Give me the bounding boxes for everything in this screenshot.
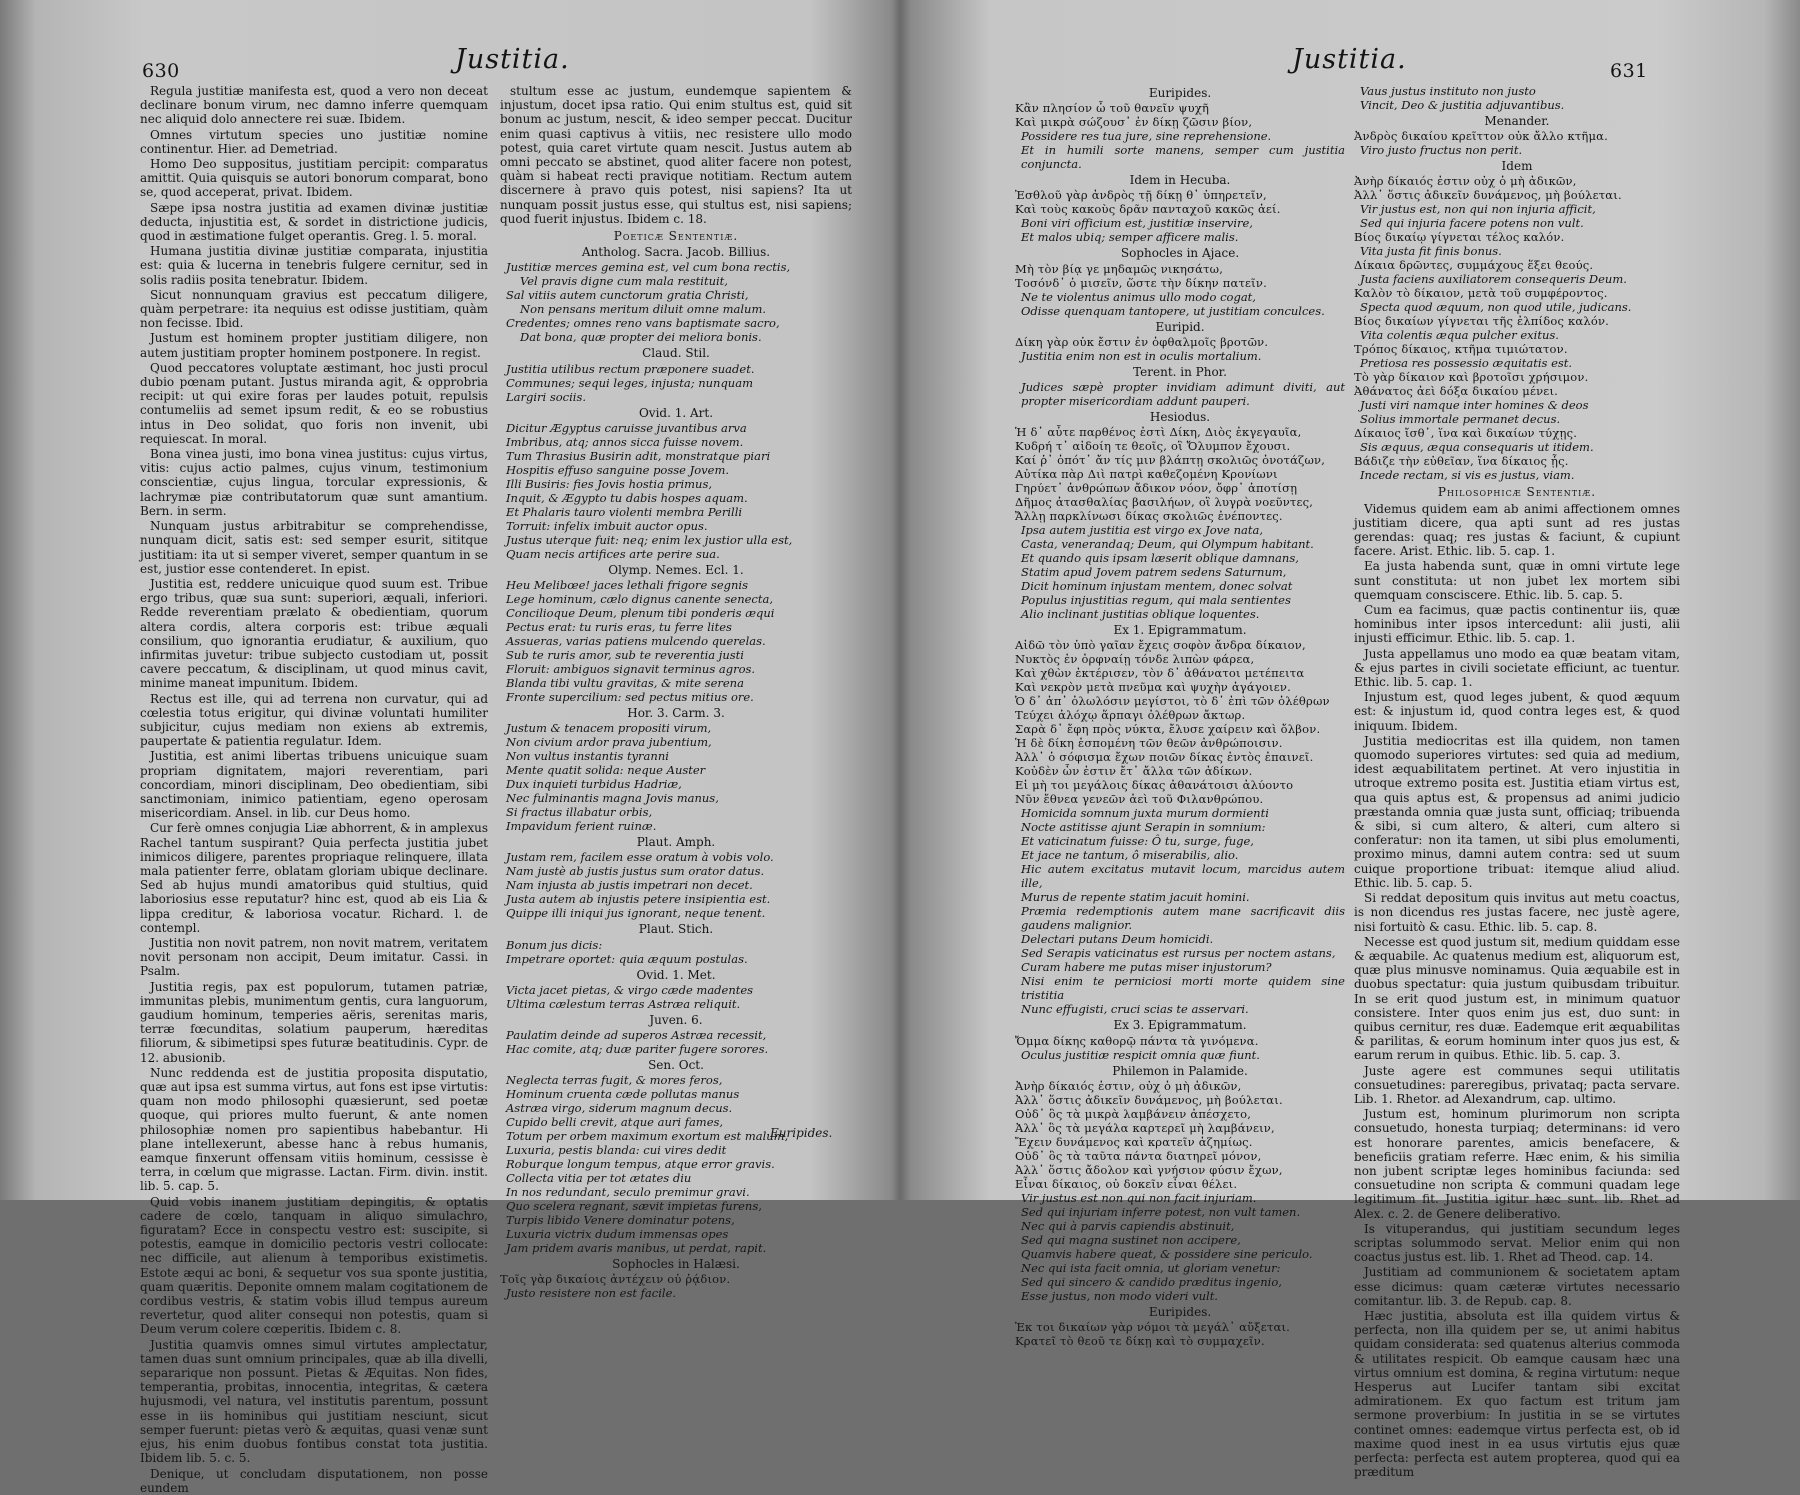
greek-line: Νυκτὸς ἐν ὀρφναίῃ τόνδε λιπὼν φάρεα, [1015, 652, 1255, 667]
verse-line: Viro justo fructus non perit. [1360, 143, 1523, 158]
source-reference: Sophocles in Ajace. [1120, 246, 1240, 261]
paragraph: Injustum est, quod leges jubent, & quod æquum est: & injustum id, quod contra leges est, & quod iniquum. Ibidem. [1354, 690, 1680, 733]
verse-line: Torruit: infelix imbuit auctor opus. [506, 518, 708, 533]
verse-line: Neglecta terras fugit, & mores feros, [506, 1073, 723, 1088]
verse-line: Sub te ruris amor, sub te reverentia justi [506, 648, 744, 663]
source-reference: Hesiodus. [1149, 410, 1211, 425]
verse-line: Quam necis artifices arte perire sua. [506, 546, 720, 561]
greek-line: Οὐδ᾽ ὃς τὰ ταῦτα πάντα διατηρεῖ μόνον, [1015, 1148, 1262, 1163]
verse-line: Ipsa autem justitia est virgo ex Jove nata, [1021, 523, 1263, 538]
verse-line: Dicit hominum injustam mentem, donec solvat [1021, 579, 1293, 594]
verse-line: Delectari putans Deum homicidi. [1021, 932, 1214, 947]
verse-line: Concilioque Deum, plenum tibi ponderis æqui [506, 606, 775, 621]
greek-line: Καὶ νεκρὸν μετὰ πνεῦμα καὶ ψυχὴν ἀγάγοιεν. [1015, 680, 1291, 695]
verse-line: Tum Thrasius Busirin adit, monstratque piari [506, 448, 771, 463]
verse-line: Roburque longum tempus, atque error gravis. [506, 1157, 775, 1172]
paragraph: Regula justitiæ manifesta est, quod a vero non deceat declinare bonum virum, nec damno inferre quemquam nec aliquid dolo annectere rei suæ. Ibidem. [140, 84, 488, 127]
greek-line: Ἀλλ᾽ ὁ σόφισμα ἔχων ποιῶν δίκας ἐντὸς ἐπαινεῖ. [1015, 750, 1314, 765]
verse-line: Inquit, & Ægypto tu dabis hospes aquam. [506, 490, 748, 505]
verse-line: Hac comite, atq; duæ pariter fugere sorores. [506, 1042, 769, 1057]
paragraph: Nunc reddenda est de justitia proposita disputatio, quæ aut ipsa est summa virtus, aut fons est ipse virtutis: quam non modo philosophi quæsierunt, sed poetæ quoque, qui priores multo fuerunt, & ante nomen philosophiæ nomen pro sapientibus habebantur. Hi plane intellexerunt, abesse hanc à rebus humanis, eamque finxerunt offensam vitiis hominum, cessisse è terra, in cœlum que migrasse. Lactan. Firm. divin. instit. lib. 5. cap. 5. [140, 1065, 488, 1194]
verse-line: Casta, venerandaq; Deum, qui Olympum habitant. [1021, 537, 1314, 552]
verse-line: Astræa virgo, siderum magnum decus. [506, 1101, 733, 1116]
verse-line: Nam justè ab justis justus sum orator datus. [506, 864, 765, 879]
greek-line: Οὐδ᾽ ὃς τὰ μικρὰ λαμβάνειν ἀπέσχετο, [1015, 1106, 1252, 1121]
verse-line: Lege hominum, cælo dignus canente senecta, [506, 592, 773, 607]
greek-line: Κἂν πλησίον ὦ τοῦ θανεῖν ψυχῆ [1015, 101, 1210, 116]
verse-line: Et Phalaris tauro violenti membra Perilli [506, 504, 743, 519]
source-reference: Menander. [1484, 114, 1550, 128]
verse-line: Alio inclinant justitias oblique loquentes. [1021, 607, 1260, 622]
verse-line: Populus injustitias regum, qui mala sentientes [1021, 593, 1291, 608]
left-column-2 [500, 84, 852, 1301]
verse-line: Non pensans meritum diluit omne malum. [520, 302, 766, 317]
paragraph: Rectus est ille, qui ad terrena non curvatur, qui ad cœlestia totus erigitur, qui divinæ voluntati humiliter subjicitur, cujus mediam non exiens ab extremis, paupertate & patientia regulatur. Idem. [140, 691, 488, 749]
verse-line: Et in humili sorte manens, semper cum justitia conjuncta. [1021, 143, 1345, 172]
page-number-left: 630 [142, 60, 180, 82]
greek-line: Μὴ τὸν βίᾳ γε μηδαμῶς νικησάτω, [1015, 261, 1224, 276]
paragraph: Humana justitia divinæ justitiæ comparata, injustitia est: quia & lucerna in tenebris fulgere cernitur, sed in solis radiis posita tenebratur. Ibidem. [140, 244, 488, 287]
source-reference: Olymp. Nemes. Ecl. 1. [608, 562, 744, 577]
verse-line: Sis æquus, æqua consequaris ut itidem. [1360, 440, 1594, 455]
verse-line: Possidere res tua jure, sine reprehensione. [1021, 129, 1272, 144]
verse-line: Nocte astitisse ajunt Serapin in somnium: [1021, 820, 1266, 835]
source-reference: Juven. 6. [649, 1012, 703, 1027]
greek-line: Καὶ μικρὰ σώζουσ᾽ ἐν δίκῃ ζῶσιν βίον, [1015, 115, 1253, 130]
verse-line: Quo scelera regnant, sævit impietas furens, [506, 1199, 762, 1214]
greek-line: Ἀνὴρ δίκαιός ἐστιν οὐχ ὁ μὴ ἀδικῶν, [1354, 174, 1577, 189]
verse-line: Impavidum ferient ruinæ. [506, 819, 657, 834]
verse-line: Fronte supercilium: sed pectus mitius ore. [506, 690, 754, 705]
section-heading: Poeticæ Sententiæ. [613, 229, 739, 244]
source-reference: Idem [1501, 159, 1533, 174]
verse-line: Assueras, varias patiens mulcendo querelas. [506, 634, 766, 649]
greek-line: Τοσόνδ᾽ ὁ μισεῖν, ὥστε τὴν δίκην πατεῖν. [1015, 275, 1267, 290]
greek-line: Ἐσθλοῦ γὰρ ἀνδρὸς τῇ δίκῃ θ᾽ ὑπηρετεῖν, [1015, 188, 1267, 203]
running-head-left: Justitia. [455, 44, 570, 75]
greek-line: Ὄμμα δίκης καθορῷ πάντα τὰ γινόμενα. [1015, 1033, 1259, 1048]
verse-line: Et quando quis ipsam læserit oblique damnans, [1021, 551, 1299, 566]
verse-line: Nec fulminantis magna Jovis manus, [506, 791, 719, 806]
section-heading: Philosophicæ Sententiæ. [1437, 485, 1597, 500]
verse-line: Illi Busiris: fies Jovis hostia primus, [506, 476, 713, 491]
greek-line: Δίκαια δρῶντες, συμμάχους ἕξει θεούς. [1354, 258, 1594, 273]
paragraph: Justitia, est animi libertas tribuens unicuique suam propriam dignitatem, majori reverentiam, pari concordiam, minori disciplinam, Deo obedientiam, sibi sanctimoniam, inimico patientiam, egeno operosam misericordiam. Ansel. in lib. cur Deus homo. [140, 749, 488, 821]
verse-line: Homicida somnum juxta murum dormienti [1021, 806, 1269, 821]
verse-line: In nos redundant, seculo premimur gravi. [506, 1185, 750, 1200]
source-reference: Idem in Hecuba. [1129, 173, 1231, 188]
verse-line: Turpis libido Venere dominatur potens, [506, 1213, 735, 1228]
verse-line: Justa autem ab injustis petere insipientia est. [506, 892, 771, 907]
verse-line: Luxuria victrix dudum immensas opes [506, 1227, 729, 1242]
greek-line: Ἀλλ᾽ ὅστις ἀδικεῖν δυνάμενος, μὴ βούλεται. [1354, 188, 1622, 203]
verse-line: Dat bona, quæ propter dei meliora bonis. [520, 330, 762, 345]
paragraph: Quod peccatores voluptate æstimant, hoc justi procul dubio pœnam putant. Justus miranda agit, & opprobria recipit: ut qui exire foras per laudes potuit, repulsis contumeliis ad semet ipsum redit, & eo se robustius intus in Deo solidat, quo foris non invenit, ubi requiescat. In moral. [140, 360, 488, 446]
paragraph: Justitia quamvis omnes simul virtutes amplectatur, tamen duas sunt omnium principales, quæ ab illa divelli, separarique non possunt. Pietas & Æquitas. Non fides, temperantia, probitas, innocentia, integritas, & cætera hujusmodi, vel natura, vel institutis parentum, possunt esse in iis hominibus qui justitiam nesciunt, sicut semper fuerunt: pietas verò & æquitas, quasi venæ sunt ejus, his enim duobus fontibus constat tota justitia. Ibidem lib. 5. c. 5. [140, 1337, 488, 1466]
greek-line: Εἶναι δίκαιος, οὐ δοκεῖν εἶναι θέλει. [1015, 1176, 1238, 1191]
greek-line: Κυδρή τ᾽ αἰδοίη τε θεοῖς, οἳ Ὄλυμπον ἔχουσι. [1015, 439, 1291, 454]
verse-line: Si fractus illabatur orbis, [506, 805, 653, 820]
verse-line: Justa faciens auxiliatorem consequeris Deum. [1360, 272, 1627, 287]
source-reference: Sophocles in Halæsi. [612, 1257, 740, 1272]
left-column-1 [140, 84, 488, 1495]
paragraph: Is vituperandus, qui justitiam secundum leges scriptas solummodo servat. Melior enim qui non coactus justus est. lib. 1. Rhet ad Theod. cap. 14. [1354, 1221, 1680, 1265]
source-reference: Hor. 3. Carm. 3. [627, 706, 725, 721]
verse-line: Imbribus, atq; annos sicca fuisse novem. [506, 434, 744, 449]
paragraph: Sicut nonnunquam gravius est peccatum diligere, quàm perpetrare: ita nequius est odisse justitiam, quàm non fecisse. Ibid. [140, 287, 488, 331]
greek-line: Ἀνὴρ δίκαιός ἐστιν, οὐχ ὁ μὴ ἀδικῶν, [1015, 1078, 1242, 1093]
paragraph: Justum est hominem propter justitiam diligere, non autem justitiam propter hominem postponere. In regist. [140, 331, 488, 360]
verse-line: Ne te violentus animus ullo modo cogat, [1021, 289, 1256, 304]
paragraph: Sæpe ipsa nostra justitia ad examen divinæ justitiæ deducta, injustitia est, & sordet in districtione judicis, quod in æstimatione fulget operantis. Greg. l. 5. moral. [140, 200, 488, 244]
verse-line: Sal vitiis autem cunctorum gratia Christi, [506, 288, 749, 303]
source-reference: Plaut. Stich. [638, 922, 714, 937]
greek-line: Δίκαιος ἴσθ᾽, ἵνα καὶ δικαίων τύχῃς. [1354, 426, 1578, 441]
greek-line: Ἡ δὲ δίκη ἑσπομένη τῶν θεῶν ἀνθρώποισιν. [1015, 736, 1283, 751]
verse-line: Floruit: ambiguos signavit terminus agros. [506, 662, 756, 677]
greek-line: Ἡ δ᾽ αὖτε παρθένος ἐστὶ Δίκη, Διὸς ἐκγεγαυῖα, [1015, 425, 1302, 440]
verse-line: Pectus erat: tu ruris eras, tu ferre lites [506, 620, 732, 635]
verse-line: Justo resistere non est facile. [506, 1286, 677, 1301]
verse-line: Nam injusta ab justis impetrari non decet. [506, 878, 753, 893]
greek-line: Εἰ μὴ τοι μεγάλοις δίκας ἀθανάτοισι ἀλύοντο [1015, 778, 1294, 793]
greek-line: Ἀθάνατος ἀεὶ δόξα δικαίου μένει. [1354, 384, 1559, 399]
greek-line: Κρατεῖ τὸ θεοῦ τε δίκῃ καὶ τὸ συμμαχεῖν. [1015, 1334, 1265, 1349]
paragraph: Justitia mediocritas est illa quidem, non tamen quomodo superiores virtutes: sed quia ad medium, idest æquabilitatem pertinet. At vero injustitia in utroque extremo posita est. Justitia etiam virtus est, qua quis aptus est, & propensus ad animi judicio præstanda omnia quæ justa sunt, officiaq; tribuenda & sibi, si cum altero, & alteri, cum altero si conferatur: non ita tamen, ut sibi plus emolumenti, proximo minus, damni autem contra: sed ut suum cuique proportione tribuat: itemque aliud aliud. Ethic. lib. 5. cap. 5. [1354, 733, 1680, 890]
verse-line: Non civium ardor prava jubentium, [506, 735, 712, 750]
verse-line: Justitia utilibus rectum præponere suadet. [506, 361, 755, 376]
paragraph: Si reddat depositum quis invitus aut metu coactus, is non dicendus res justas facere, nec justè agere, nisi fortuitò & casu. Ethic. lib. 5. cap. 8. [1354, 891, 1680, 934]
greek-line: Τρόπος δίκαιος, κτῆμα τιμιώτατον. [1354, 342, 1568, 357]
greek-line: Ἀνδρὸς δικαίου κρεῖττον οὐκ ἄλλο κτῆμα. [1354, 129, 1608, 144]
greek-line: Ὁ δ᾽ ἀπ᾽ ὀλωλόσιν μεγίστοι, τὸ δ᾽ ἐπὶ τῶν ὀλέθρων [1015, 694, 1330, 709]
verse-line: Justi viri namque inter homines & deos [1360, 398, 1589, 413]
greek-line: Καί ῥ᾽ ὁπότ᾽ ἄν τίς μιν βλάπτῃ σκολιῶς ὀνοτάζων, [1015, 453, 1326, 468]
verse-line: Specta quod æquum, non quod utile, judicans. [1360, 300, 1632, 315]
verse-line: Et vaticinatum fuisse: Ô tu, surge, fuge, [1021, 834, 1254, 849]
verse-line: Nec qui à parvis capiendis abstinuit, [1021, 1218, 1235, 1233]
greek-line: Τοῖς γὰρ δικαίοις ἀντέχειν οὐ ῥᾴδιον. [500, 1272, 731, 1287]
verse-line: Boni viri officium est, justitiæ inservire, [1021, 216, 1253, 231]
verse-line: Justum & tenacem propositi virum, [506, 721, 712, 736]
verse-line: Vir justus est non qui non facit injuriam. [1021, 1190, 1257, 1205]
verse-line: Oculus justitiæ respicit omnia quæ fiunt. [1021, 1047, 1260, 1062]
verse-line: Sed qui injuriam inferre potest, non vult tamen. [1021, 1204, 1301, 1219]
verse-line: Quamvis habere queat, & possidere sine periculo. [1021, 1246, 1313, 1261]
catchword-left: Euripides. [770, 1126, 833, 1140]
verse-line: Hospitis effuso sanguine posse Jovem. [506, 462, 730, 477]
verse-line: Ultima cælestum terras Astræa reliquit. [506, 996, 741, 1011]
source-reference: Euripid. [1155, 319, 1205, 334]
source-reference: Plaut. Amph. [636, 835, 716, 850]
greek-line: Ἔχειν δυνάμενος καὶ κρατεῖν ἀζημίως. [1015, 1134, 1253, 1149]
verse-line: Dux inquieti turbidus Hadriæ, [506, 777, 682, 792]
verse-line: Hic autem excitatus mutavit locum, marcidus autem ille, [1021, 862, 1345, 891]
verse-line: Communes; sequi leges, injusta; nunquam [506, 375, 753, 390]
verse-line: Justus uterque fuit: neq; enim lex justior ulla est, [506, 532, 793, 547]
verse-line: Largiri sociis. [506, 389, 587, 404]
verse-line: Cupido belli crevit, atque auri fames, [506, 1115, 724, 1130]
verse-line: Nunc effugisti, cruci scias te asservari. [1021, 1002, 1249, 1017]
verse-line: Impetrare oportet: quia æquum postulas. [506, 951, 748, 966]
verse-line: Sed qui magna sustinet non accipere, [1021, 1232, 1241, 1247]
verse-line: Curam habere me putas miser injustorum? [1021, 960, 1272, 975]
verse-line: Incede rectam, si vis es justus, viam. [1360, 468, 1575, 483]
source-reference: Ex 1. Epigrammatum. [1113, 623, 1247, 638]
verse-line: Vita justa fit finis bonus. [1360, 244, 1502, 259]
paragraph: Justitia regis, pax est populorum, tutamen patriæ, immunitas plebis, munimentum gentis, cura languorum, gaudium hominum, temperies aëris, serenitas maris, terræ fœcunditas, solatium pauperum, hæreditas filiorum, & sibimetipsi spes futuræ beatitudinis. Cypr. de 12. abusionib. [140, 979, 488, 1065]
source-reference: Ovid. 1. Met. [636, 967, 716, 982]
right-column-1 [1015, 84, 1345, 1349]
running-head-right: Justitia. [1292, 44, 1407, 75]
paragraph: Justitia non novit patrem, non novit matrem, veritatem novit personam non accipit, Deum imitatur. Cassi. in Psalm. [140, 935, 488, 979]
page-number-right: 631 [1610, 60, 1648, 82]
greek-line: Σαρὰ δ᾽ ἔφη πρὸς νύκτα, ἔλυσε χαίρειν καὶ ὄλβον. [1015, 722, 1321, 737]
verse-line: Quippe illi iniqui jus ignorant, neque tenent. [506, 906, 766, 921]
verse-line: Totum per orbem maximum exortum est malum, [506, 1129, 789, 1144]
greek-line: Καὶ τοὺς κακοὺς δρᾶν πανταχοῦ κακῶς ἀεί. [1015, 202, 1281, 217]
verse-line: Justitia enim non est in oculis mortalium. [1021, 348, 1262, 363]
verse-line: Murus de repente statim jacuit homini. [1021, 890, 1250, 905]
greek-line: Τεύχει ἀλόχῳ ἅρπαγι ὀλέθρων ἄκτωρ. [1015, 708, 1246, 723]
verse-line: Collecta vitia per tot ætates diu [506, 1171, 692, 1186]
paragraph: Justa appellamus uno modo ea quæ beatam vitam, & ejus partes in civili societate efficiunt, ac tuentur. Ethic. lib. 5. cap. 1. [1354, 646, 1680, 690]
verse-line: Justitiæ merces gemina est, vel cum bona rectis, [506, 260, 791, 275]
verse-line: Nisi enim te perniciosi morti morte quidem sine tristitia [1021, 974, 1345, 1003]
paragraph: Videmus quidem eam ab animi affectionem omnes justitiam dicere, qua apti sunt ad res justas gerendas: quaq; res justas & faciunt, & cupiunt facere. Arist. Ethic. lib. 5. cap. 1. [1354, 501, 1680, 559]
greek-line: Κοὐδὲν ὧν ἐστιν ἔτ᾽ ἄλλα τῶν ἀδίκων. [1015, 764, 1253, 779]
source-reference: Philemon in Palamide. [1112, 1063, 1248, 1078]
verse-line: Vita colentis æqua pulcher exitus. [1360, 328, 1559, 343]
paragraph: Quid vobis inanem justitiam depingitis, & optatis cadere de cœlo, tanquam in aliquo simulachro, figuratam? Ecce in conspectu vestro est: suscipite, si potestis, eamque in domicilio pectoris vestri collocate: nec difficile, aut alienum à temporibus existimetis. Estote æqui ac boni, & sequetur vos sua sponte justitia, quam quæritis. Deponite omnem malam cogitationem de cordibus vestris, & statim vobis illud tempus aureum revertetur, quod aliter consequi non potestis, quam si Deum verum colere cœperitis. Ibidem c. 8. [140, 1194, 488, 1337]
paragraph: Nunquam justus arbitrabitur se comprehendisse, nunquam dicit, satis est: sed semper esurit, sititque justitiam: ita ut si semper viveret, semper quantum in se est, justior esse contenderet. In epist. [140, 519, 488, 576]
verse-line: Judices sæpè propter invidiam adimunt diviti, aut propter misericordiam addunt pauperi. [1021, 380, 1345, 409]
greek-line: Αἰδῶ τὸν ὑπὸ γαῖαν ἔχεις σοφὸν ἄνδρα δίκαιον, [1015, 638, 1306, 653]
verse-line: Vel pravis digne cum mala restituit, [520, 274, 728, 289]
greek-line: Ἀλλ᾽ ὅστις ἄδολον καὶ γνήσιον φύσιν ἔχων, [1015, 1162, 1283, 1177]
verse-line: Vir justus est, non qui non injuria afficit, [1360, 202, 1596, 217]
paragraph: Homo Deo suppositus, justitiam percipit: comparatus amittit. Quia quisquis se autori bonorum comparat, bono se, quod acceperat, privat. Ibidem. [140, 157, 488, 200]
greek-line: Βίος δικαίων γίγνεται τῆς ἐλπίδος καλόν. [1354, 314, 1610, 329]
paragraph: Hæc justitia, absoluta est illa quidem virtus & perfecta, non illa quidem per se, ut animi habitus quidam considerata: sed quatenus alterius commoda & utilitates respicit. Ob eamque causam hæc una virtus omnium est domina, & regina virtutum: neque Hesperus aut Lucifer tantam sibi excitat admirationem. Ex quo factum est tritum jam sermone proverbium: In justitia in se se virtutes continet omnes: eademque virtus perfecta est, ob id maxime quod inest in ea usus virtutis ejus quæ perfecta: perfecta est autem propterea, quod qui ea præditum [1354, 1308, 1680, 1480]
verse-line: Sed qui injuria facere potens non vult. [1360, 216, 1584, 231]
verse-line: Vaus justus instituto non justo [1360, 84, 1536, 98]
verse-line: Non vultus instantis tyranni [506, 749, 669, 764]
source-reference: Ex 3. Epigrammatum. [1113, 1018, 1247, 1033]
verse-line: Justam rem, facilem esse oratum à vobis volo. [506, 850, 774, 865]
paragraph: Juste agere est communes sequi utilitatis consuetudines: pareregibus, privataq; pacta servare. Lib. 1. Rhetor. ad Alexandrum, cap. ultimo. [1354, 1063, 1680, 1106]
verse-line: Paulatim deinde ad superos Astræa recessit, [506, 1028, 767, 1043]
paragraph: Justitia est, reddere unicuique quod suum est. Tribue ergo tribus, quæ sua sunt: superiori, æquali, inferiori. Redde reverentiam prælato & obedientiam, quorum altera cordis, altera corporis est: tribue æquali consilium, quo ignorantia erudiatur, & auxilium, quo infirmitas juvetur: tribue subjecto custodiam ut, possit cavere peccatum, & disciplinam, ut quod minus cavit, minime maneat impunitum. Ibidem. [140, 576, 488, 691]
greek-line: Αὐτίκα πὰρ Διὶ πατρὶ καθεζομένη Κρονίωνι [1015, 467, 1278, 482]
paragraph: Justum est, hominum plurimorum non scripta consuetudo, honesta turpiaq; determinans: id vero est honorare parentes, amicis benefacere, & beneficiis gratiam referre. Hæc enim, & his similia non jubent scriptæ leges hominibus faciunda: sed consuetudine non scripta & communi quadam lege legitimum fit. Justitia igitur hæc sunt. lib. Rhet ad Alex. c. 2. de Genere deliberativo. [1354, 1107, 1680, 1221]
right-page [900, 0, 1800, 1480]
paragraph: Cur ferè omnes conjugia Liæ abhorrent, & in amplexus Rachel tantum suspirant? Quia perfecta justitia jubet inimicos diligere, parentes propriaque relinquere, illata mala patienter ferre, oblatam gloriam ubique declinare. Sed ab hujus mundi amatoribus quid stultius, quid laboriosius esse reputatur? hinc est, quod ab eis Lia & lippa creditur, & laboriosa vocatur. Richard. l. de contempl. [140, 821, 488, 935]
verse-line: Vincit, Deo & justitia adjuvantibus. [1360, 98, 1565, 112]
verse-line: Esse justus, non modo videri vult. [1021, 1288, 1218, 1303]
greek-line: Τὸ γὰρ δίκαιον καὶ βροτοῖσι χρήσιμον. [1354, 370, 1589, 385]
greek-line: Βίος δικαίῳ γίγνεται τέλος καλόν. [1354, 230, 1565, 245]
source-reference: Euripides. [1148, 1304, 1212, 1319]
paragraph: Cum ea facimus, quæ pactis continentur iis, quæ hominibus inter ipsos intercedunt: alii justi, alii injusti efficimur. Ethic. lib. 5. cap. 1. [1354, 603, 1680, 646]
verse-line: Et malos ubiq; semper afficere malis. [1021, 230, 1239, 245]
verse-line: Jam pridem avaris manibus, ut perdat, rapit. [506, 1241, 767, 1256]
greek-line: Ἀλλ᾽ ὅστις ἀδικεῖν δυνάμενος, μὴ βούλεται. [1015, 1092, 1283, 1107]
greek-line: Καλὸν τὸ δίκαιον, μετὰ τοῦ συμφέροντος. [1354, 286, 1608, 301]
source-reference: Terent. in Phor. [1133, 364, 1227, 379]
verse-line: Præmia redemptionis autem mane sacrificavit diis gaudens malignior. [1021, 904, 1345, 933]
greek-line: Ἀλλ᾽ ὃς τὰ μεγάλα καρτερεῖ μὴ λαμβάνειν, [1015, 1120, 1275, 1135]
verse-line: Odisse quenquam tantopere, ut justitiam conculces. [1021, 303, 1325, 318]
source-reference: Ovid. 1. Art. [638, 405, 714, 420]
paragraph: Omnes virtutum species uno justitiæ nomine continentur. Hier. ad Demetriad. [140, 127, 488, 156]
verse-line: Et jace ne tantum, ô miserabilis, alio. [1021, 848, 1239, 863]
greek-line: Καὶ χθὼν ἐκτέρισεν, τὸν δ᾽ ἀθάνατοι μετέπειτα [1015, 666, 1305, 681]
verse-line: Bonum jus dicis: [506, 937, 603, 952]
verse-line: Mente quatit solida: neque Auster [506, 763, 706, 778]
greek-line: Ἄλλῃ παρκλίνωσι δίκας σκολιῶς ἐνέποντες. [1015, 509, 1283, 524]
verse-line: Sed Serapis vaticinatus est rursus per noctem astans, [1021, 946, 1336, 961]
verse-line: Blanda tibi vultu gravitas, & mite serena [506, 676, 744, 691]
source-reference: Antholog. Sacra. Jacob. Billius. [581, 245, 771, 260]
verse-line: Statim apud Jovem patrem sedens Saturnum, [1021, 565, 1287, 580]
greek-line: Νῦν ἔθνεα γενεῶν ἀεὶ τοῦ Φιλανθρώπου. [1015, 792, 1264, 807]
verse-line: Dicitur Ægyptus caruisse juvantibus arva [506, 420, 747, 435]
verse-line: Luxuria, pestis blanda: cui vires dedit [506, 1143, 727, 1158]
verse-line: Sed qui sincero & candido præditus ingenio, [1021, 1274, 1282, 1289]
greek-line: Γηρύετ᾽ ἀνθρώπων ἄδικον νόον, ὄφρ᾽ ἀποτίσῃ [1015, 481, 1298, 496]
paragraph: Necesse est quod justum sit, medium quiddam esse & æquabile. Ac quatenus medium est, aliquorum est, quæ plus minusve nominamus. Quia æquabile est in duobus spectatur: quia justum quibusdam tribuitur. In se erit quod justum est, in minimum quatuor consistere. Inter quos enim jus est, duo sunt: in quibus cernitur, res duæ. Eademque erit æquabilitas & parilitas, & eorum hominum inter quos jus est, & earum rerum in quibus. Ethic. lib. 5. cap. 3. [1354, 934, 1680, 1063]
verse-line: Hominum cruenta cæde pollutas manus [506, 1087, 740, 1102]
greek-line: Δῆμος ἀτασθαλίας βασιλήων, οἳ λυγρὰ νοεῦντες, [1015, 495, 1314, 510]
greek-line: Δίκη γὰρ οὐκ ἔστιν ἐν ὀφθαλμοῖς βροτῶν. [1015, 334, 1269, 349]
verse-line: Pretiosa res possessio æquitatis est. [1360, 356, 1573, 371]
paragraph: Bona vinea justi, imo bona vinea justitus: cujus virtus, vitis: cujus actio palmes, cujus vinum, testimonium conscientiæ, cujus lingua, torcular expressionis, & lachrymæ piæ contributatorum quæ sunt amantium. Bern. in serm. [140, 447, 488, 518]
verse-line: Credentes; omnes reno vans baptismate sacro, [506, 316, 780, 331]
source-reference: Euripides. [1148, 86, 1212, 100]
greek-line: Ἐκ τοι δικαίων γὰρ νόμοι τὰ μεγάλ᾽ αὔξεται. [1015, 1320, 1291, 1335]
paragraph: stultum esse ac justum, eundemque sapientem & injustum, docet ipsa ratio. Qui enim stultus est, quid sit bonum ac justum, nescit, & ideo semper peccat. Ducitur enim quasi captivus à vitiis, nec resistere ullo modo potest, quia caret virtute quam nescit. Justus autem ab omni peccato se abstinet, quod aliter facere non potest, quàm si habeat recti pravique notitiam. Rectum autem discernere à pravo quis potest, nisi sapiens? Ita ut nunquam possit justus esse, qui stultus est, nisi sapiens; quod fuerit injustus. Ibidem c. 18. [500, 84, 852, 226]
greek-line: Βάδιζε τὴν εὐθεῖαν, ἵνα δίκαιος ᾖς. [1354, 454, 1569, 469]
source-reference: Sen. Oct. [648, 1058, 704, 1073]
paragraph: Denique, ut concludam disputationem, non posse eundem [140, 1466, 488, 1495]
verse-line: Nec qui ista facit omnia, ut gloriam venetur: [1021, 1260, 1281, 1275]
paragraph: Ea justa habenda sunt, quæ in omni virtute lege sunt constituta: ut non jubet lex mortem sibi quemquam consciscere. Ethic. lib. 5. cap. 5. [1354, 559, 1680, 602]
paragraph: Justitiam ad communionem & societatem aptam esse dicimus: quam cæteræ virtutes necessario comitantur. lib. 3. de Repub. cap. 8. [1354, 1265, 1680, 1308]
source-reference: Claud. Stil. [642, 346, 710, 361]
verse-line: Solius immortale permanet decus. [1360, 412, 1561, 427]
verse-line: Heu Melibœe! jaces lethali frigore segnis [506, 578, 748, 593]
verse-line: Victa jacet pietas, & virgo cæde madentes [506, 982, 754, 997]
right-column-2 [1354, 84, 1680, 1480]
